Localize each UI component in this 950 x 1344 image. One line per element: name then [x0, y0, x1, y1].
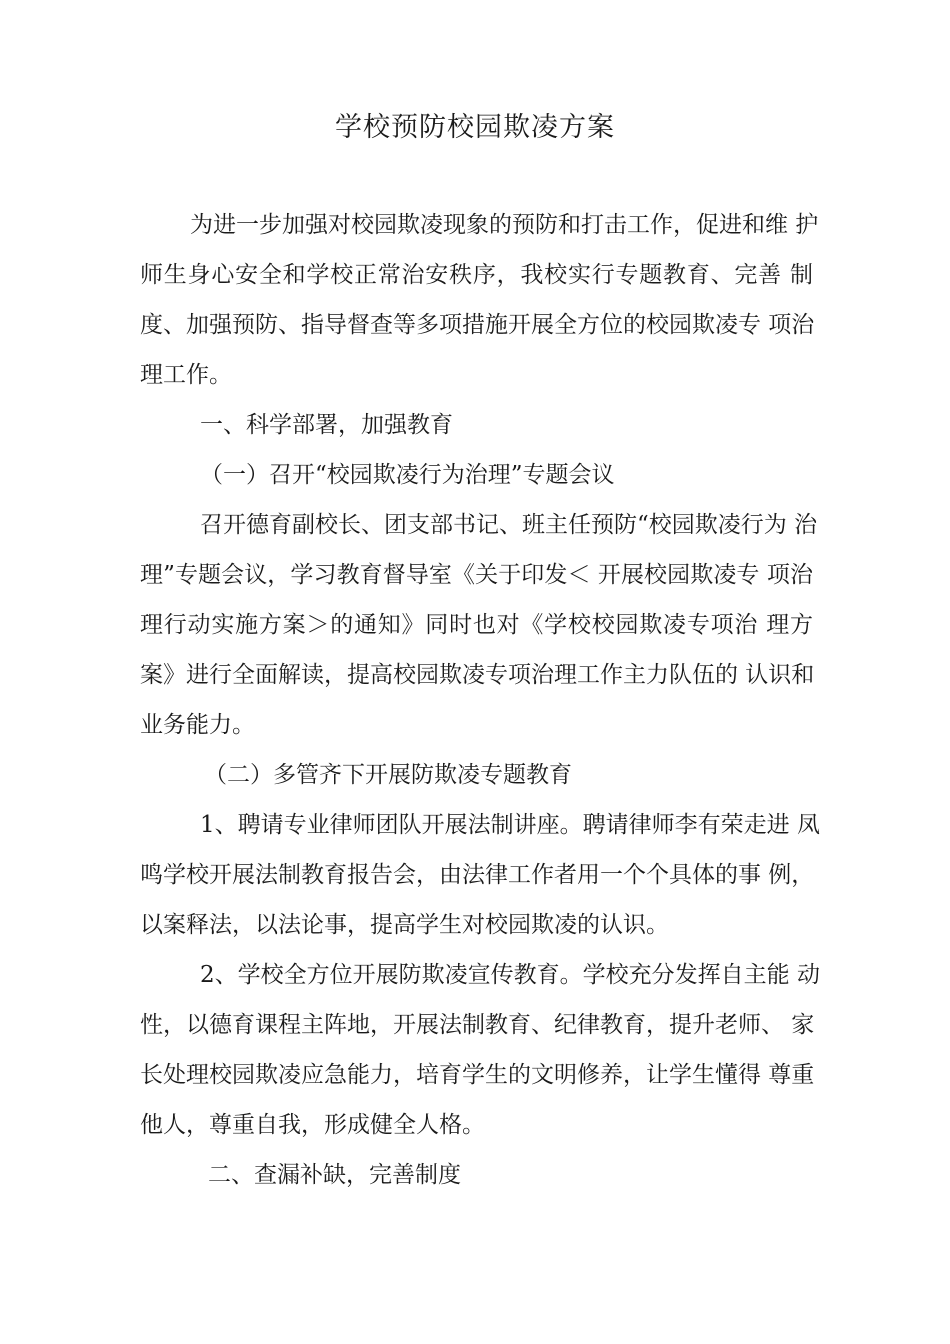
paragraph-line: 1、聘请专业律师团队开展法制讲座。聘请律师李有荣走进 凤: [200, 812, 820, 838]
paragraph-line: 以案释法，以法论事，提高学生对校园欺凌的认识。: [140, 912, 669, 938]
paragraph-line: 召开德育副校长、团支部书记、班主任预防“校园欺凌行为 治: [200, 512, 818, 538]
paragraph-line: 鸣学校开展法制教育报告会，由法律工作者用一个个具体的事 例，: [140, 862, 815, 888]
subsection-heading: （二）多管齐下开展防欺凌专题教育: [204, 762, 572, 788]
paragraph-line: 理行动实施方案＞的通知》同时也对《学校校园欺凌专项治 理方: [140, 612, 813, 638]
paragraph-line: 师生身心安全和学校正常治安秩序，我校实行专题教育、完善 制: [140, 262, 813, 288]
paragraph-line: 案》进行全面解读，提高校园欺凌专项治理工作主力队伍的 认识和: [140, 662, 815, 688]
section-heading: 一、科学部署，加强教育: [200, 412, 453, 438]
paragraph-line: 他人，尊重自我，形成健全人格。: [140, 1112, 485, 1138]
paragraph-line: 为进一步加强对校园欺凌现象的预防和打击工作，促进和维 护: [190, 212, 819, 238]
subsection-heading: （一）召开“校园欺凌行为治理”专题会议: [200, 462, 615, 488]
paragraph-line: 2、学校全方位开展防欺凌宣传教育。学校充分发挥自主能 动: [200, 962, 820, 988]
paragraph-line: 理”专题会议，学习教育督导室《关于印发＜ 开展校园欺凌专 项治: [140, 562, 813, 588]
paragraph-line: 长处理校园欺凌应急能力，培育学生的文明修养，让学生懂得 尊重: [140, 1062, 815, 1088]
paragraph-line: 度、加强预防、指导督查等多项措施开展全方位的校园欺凌专 项治: [140, 312, 815, 338]
paragraph-line: 理工作。: [140, 362, 232, 388]
paragraph-line: 业务能力。: [140, 712, 255, 738]
section-heading: 二、查漏补缺，完善制度: [208, 1162, 461, 1188]
document-title: 学校预防校园欺凌方案: [335, 112, 615, 143]
paragraph-line: 性，以德育课程主阵地，开展法制教育、纪律教育，提升老师、 家: [140, 1012, 815, 1038]
